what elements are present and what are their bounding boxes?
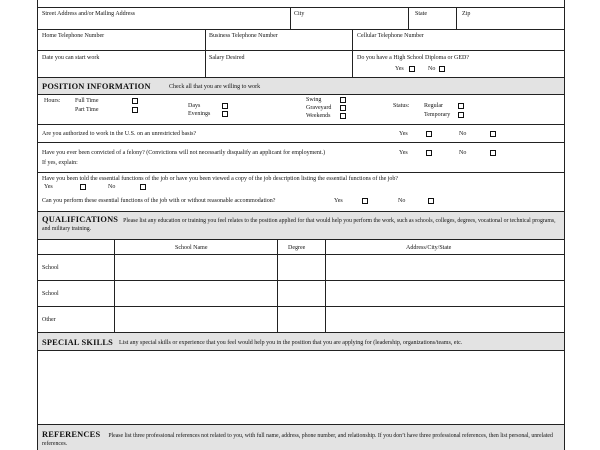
full-time-checkbox[interactable] (132, 98, 138, 104)
qualifications-text (42, 216, 558, 233)
perform-no-checkbox[interactable] (428, 198, 434, 204)
references-note: Please list three professional references not related to you, with full name, address, phone number, and relationship. If you don’t have three professional references, then list personal, unrelated references. (42, 433, 553, 447)
position-information-title: POSITION INFORMATION (42, 82, 151, 91)
diploma-yes-checkbox[interactable] (409, 66, 415, 72)
references-title: REFERENCES (42, 430, 101, 439)
city-cell[interactable] (290, 8, 408, 29)
school-name-header: School Name (175, 245, 208, 251)
full-time-label: Full Time (75, 98, 99, 104)
school-name-cell[interactable] (114, 307, 277, 332)
start-row (38, 51, 564, 78)
address-cell[interactable] (325, 307, 564, 332)
qualification-row (38, 307, 564, 333)
zip-cell[interactable] (456, 8, 564, 29)
essential-no-checkbox[interactable] (140, 184, 146, 190)
essential-yes-label: Yes (44, 184, 53, 190)
felony-question: Have you ever been convicted of a felony? (Convictions will not necessarily disqualify an applicant for employment.) (42, 150, 326, 156)
degree-cell[interactable] (277, 255, 325, 280)
weekends-checkbox[interactable] (340, 113, 346, 119)
position-information-note: Check all that you are willing to work (169, 84, 261, 90)
state-label: State (415, 11, 427, 17)
regular-checkbox[interactable] (458, 103, 464, 109)
business-phone-cell[interactable] (205, 30, 352, 50)
position-information-header (38, 78, 564, 95)
salary-cell[interactable] (205, 51, 352, 77)
graveyard-checkbox[interactable] (340, 105, 346, 111)
felony-no-label: No (459, 150, 467, 156)
degree-header: Degree (288, 245, 306, 251)
swing-label: Swing (306, 97, 322, 103)
city-label: City (294, 11, 305, 17)
special-skills-area[interactable] (38, 351, 564, 425)
felony-no-checkbox[interactable] (490, 150, 496, 156)
references-text (42, 431, 558, 448)
authorized-row (38, 125, 564, 143)
status-label: Status: (393, 103, 410, 109)
qualifications-table-header (38, 240, 564, 255)
special-skills-header (38, 333, 564, 351)
weekends-label: Weekends (306, 113, 331, 119)
hours-row (38, 95, 564, 125)
diploma-no-checkbox[interactable] (439, 66, 445, 72)
business-phone-label: Business Telephone Number (209, 33, 278, 39)
school-name-cell[interactable] (114, 281, 277, 306)
special-skills-note: List any special skills or experience that you feel would help you in the position that you are applying for (leadership, organizations/teams, etc. (119, 340, 463, 346)
felony-yes-label: Yes (399, 150, 408, 156)
diploma-cell (352, 51, 564, 77)
essential-yes-checkbox[interactable] (80, 184, 86, 190)
salary-label: Salary Desired (209, 55, 245, 61)
qualification-row-label: School (42, 291, 59, 297)
cellular-phone-label: Cellular Telephone Number (357, 33, 424, 39)
qualifications-header (38, 212, 564, 240)
evenings-checkbox[interactable] (222, 111, 228, 117)
perform-no-label: No (398, 198, 406, 204)
address-cell[interactable] (325, 255, 564, 280)
home-phone-label: Home Telephone Number (42, 33, 105, 39)
authorized-no-checkbox[interactable] (490, 131, 496, 137)
street-address-label: Street Address and/or Mailing Address (42, 11, 135, 17)
address-row (38, 8, 564, 30)
part-time-label: Part Time (75, 107, 99, 113)
felony-yes-checkbox[interactable] (426, 150, 432, 156)
days-label: Days (188, 103, 201, 109)
hours-label: Hours: (44, 98, 61, 104)
authorized-question: Are you authorized to work in the U.S. on an unrestricted basis? (42, 131, 197, 137)
degree-cell[interactable] (277, 307, 325, 332)
perform-yes-label: Yes (334, 198, 343, 204)
cellular-phone-cell[interactable] (352, 30, 564, 50)
address-header: Address/City/State (406, 245, 452, 251)
qualification-row-label: School (42, 265, 59, 271)
col-school-name (114, 240, 277, 254)
diploma-yes-label: Yes (395, 66, 404, 72)
authorized-no-label: No (459, 131, 467, 137)
col-address (325, 240, 564, 254)
regular-label: Regular (424, 103, 443, 109)
top-partial-row (38, 0, 564, 8)
phone-row (38, 30, 564, 51)
school-name-cell[interactable] (114, 255, 277, 280)
swing-checkbox[interactable] (340, 97, 346, 103)
degree-cell[interactable] (277, 281, 325, 306)
qualification-row-label: Other (42, 317, 56, 323)
qualification-row (38, 255, 564, 281)
evenings-label: Evenings (188, 111, 211, 117)
qualifications-title: QUALIFICATIONS (42, 215, 119, 224)
application-form (37, 0, 565, 450)
perform-question: Can you perform these essential functions of the job with or without reasonable accommodation? (42, 198, 276, 204)
perform-yes-checkbox[interactable] (362, 198, 368, 204)
qualifications-note: Please list any education or training you feel relates to the position applied for that would help you perform the work, such as schools, colleges, degrees, vocational or technical programs, and military training. (42, 218, 556, 232)
qualification-row (38, 281, 564, 307)
start-date-label: Date you can start work (42, 55, 100, 61)
essential-no-label: No (108, 184, 116, 190)
col-degree (277, 240, 325, 254)
address-cell[interactable] (325, 281, 564, 306)
temporary-label: Temporary (424, 112, 451, 118)
special-skills-title: SPECIAL SKILLS (42, 338, 113, 347)
diploma-no-label: No (428, 66, 436, 72)
days-checkbox[interactable] (222, 103, 228, 109)
essential-functions-row (38, 173, 564, 212)
zip-label: Zip (462, 11, 471, 17)
essential-functions-question: Have you been told the essential functions of the job or have you been viewed a copy of the job description listing the essential functions of the job? (42, 176, 399, 182)
felony-row (38, 143, 564, 173)
authorized-yes-checkbox[interactable] (426, 131, 432, 137)
references-header (38, 425, 564, 450)
felony-explain-label: If yes, explain: (42, 160, 78, 166)
part-time-checkbox[interactable] (132, 107, 138, 113)
state-cell[interactable] (408, 8, 456, 29)
diploma-question: Do you have a High School Diploma or GED? (357, 55, 469, 61)
graveyard-label: Graveyard (306, 105, 332, 111)
temporary-checkbox[interactable] (458, 112, 464, 118)
authorized-yes-label: Yes (399, 131, 408, 137)
